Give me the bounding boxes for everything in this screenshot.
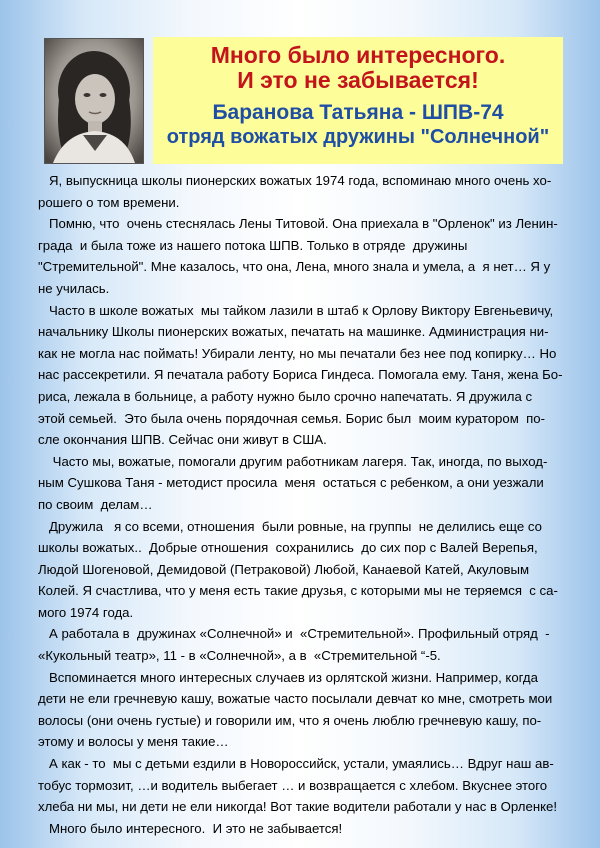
paragraph: Часто в школе вожатых мы тайком лазили в штаб к Орлову Виктору Евгеньевичу, начальнику Школы пионерских вожатых, печатать на машинке. Администрация ни- как не могла нас поймать! Убирали ленту, но мы печатали без нее под копирку… Но нас рассекретили. Я печатала работу Бориса Гиндеса. Помогала ему. Таня, жена Бо- риса, лежала в больнице, а работу нужно было срочно напечатать. Я дружила с этой семьей. Это была очень порядочная семья. Борис был моим куратором по- сле окончания ШПВ. Сейчас они живут в США. bbox=[38, 302, 563, 448]
title-box bbox=[153, 37, 563, 164]
paragraph: Много было интересного. И это не забывается! bbox=[38, 820, 343, 836]
portrait-icon bbox=[45, 39, 143, 163]
paragraph: Вспоминается много интересных случаев из орлятской жизни. Например, когда дети не ели гречневую кашу, вожатые часто посылали девчат ко мне, смотреть мои волосы (они очень густые) и говорили им, что я очень люблю гречневую кашу, по- этому и волосы у меня такие… bbox=[38, 669, 553, 750]
title-line-2: И это не забывается! bbox=[237, 67, 479, 93]
paragraph: А как - то мы с детьми ездили в Новороссийск, устали, умаялись… Вдруг наш ав- тобус тормозит, …и водитель выбегает … и возвращается с хлебом. Вкуснее этого хлеба ни мы, ни дети не ели никогда! Вот такие водители работали у нас в Орленке! bbox=[38, 756, 558, 815]
paragraph: А работала в дружинах «Солнечной» и «Стремительной». Профильный отряд - «Кукольный театр», 11 - в «Солнечной», а в «Стремительной “-5. bbox=[38, 626, 550, 664]
portrait-photo bbox=[44, 38, 144, 164]
paragraph: Часто мы, вожатые, помогали другим работникам лагеря. Так, иногда, по выход- ным Сушкова Таня - методист просила меня остаться с ребенком, а они уезжали по своим делам… bbox=[38, 453, 548, 512]
paragraph: Я, выпускница школы пионерских вожатых 1974 года, вспоминаю много очень хо- рошего о том времени. bbox=[38, 173, 552, 210]
paragraph: Помню, что очень стеснялась Лены Титовой. Она приехала в "Орленок" из Ленин- града и была тоже из нашего потока ШПВ. Только в отряде дружины "Стремительной". Мне казалось, что она, Лена, много знала и умела, а я нет… Я у не училась. bbox=[38, 216, 558, 296]
subtitle: отряд вожатых дружины "Солнечной" bbox=[166, 126, 550, 148]
article-body bbox=[38, 170, 568, 839]
author-name: Баранова Татьяна - ШПВ-74 bbox=[212, 101, 504, 124]
paragraph: Дружила я со всеми, отношения были ровные, на группы не делились еще со школы вожатых.. Добрые отношения сохранились до сих пор с Валей Верепья, Людой Шогеновой, Демидовой (Петраковой) Любой, Канаевой Катей, Акуловым Колей. Я счастлива, что у меня есть такие друзья, с которыми мы не теряемся с са- мого 1974 года. bbox=[38, 518, 558, 620]
title-line-1: Много было интересного. bbox=[210, 42, 506, 68]
